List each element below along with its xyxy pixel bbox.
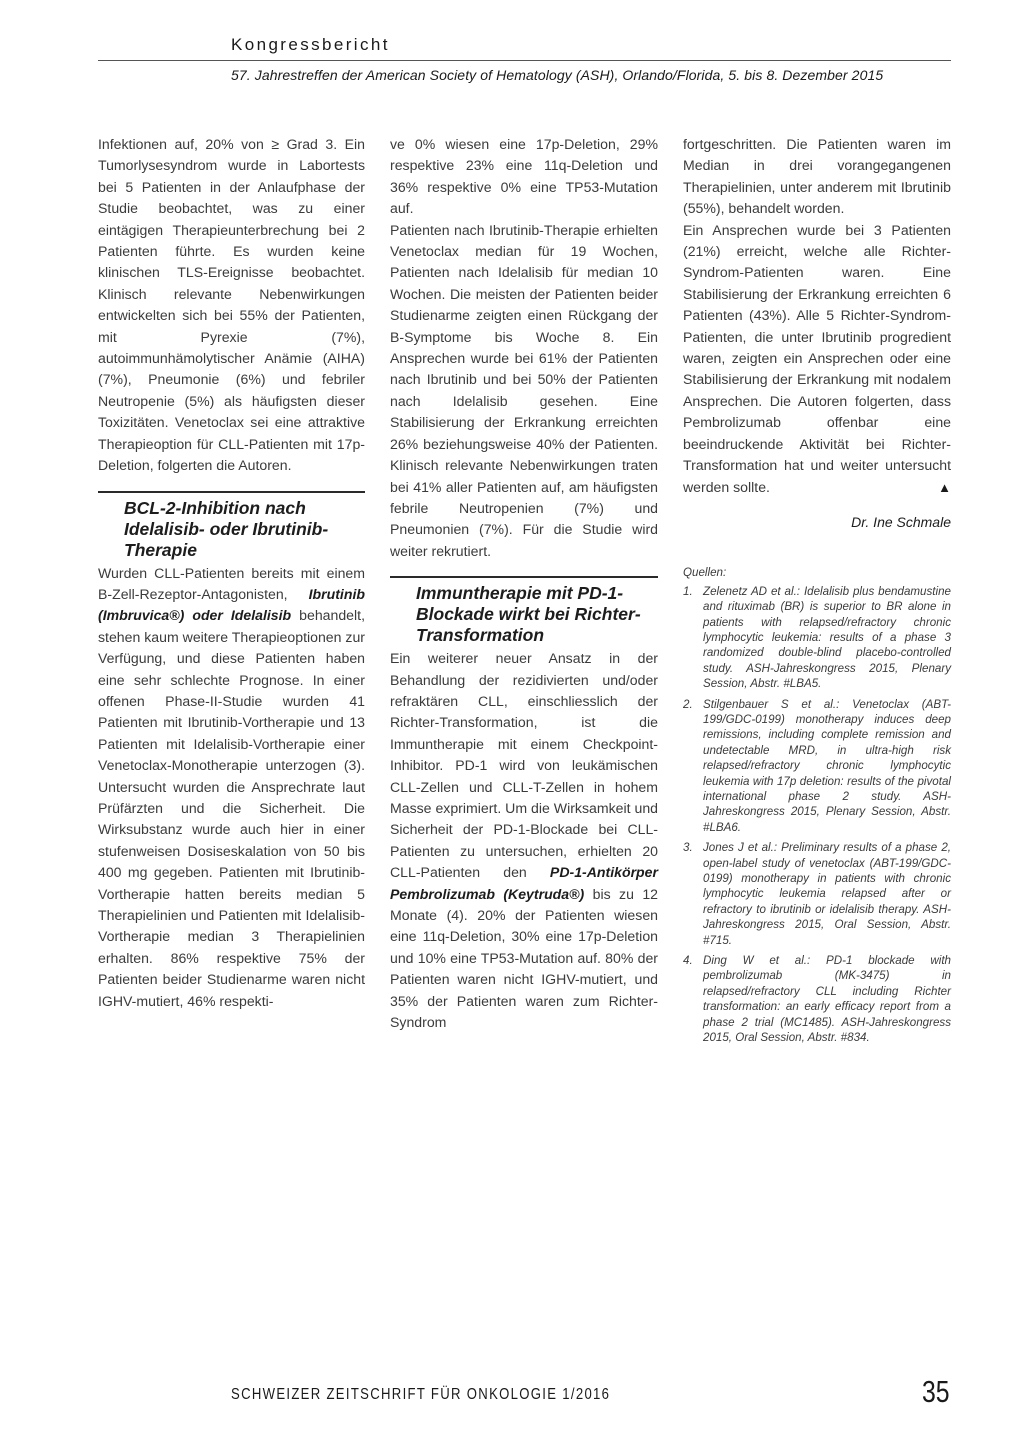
author-name: Dr. Ine Schmale	[851, 513, 951, 530]
reference-number: 1.	[683, 584, 693, 598]
reference-text: Zelenetz AD et al.: Idelalisib plus bendamustine and rituximab (BR) is superior to BR alone in patients with relapsed/refractory chronic lymphocytic leukemia: results of a phase 3 randomized double-blind placebo-controlled study. ASH-Jahreskongress 2015, Plenary Session, Abstr. #LBA5.	[703, 584, 951, 691]
text-run: bis zu 12 Monate (4). 20% der Patienten wiesen eine 11q-Deletion, 30% eine 17p-Deletion und 10% eine TP53-Mutation auf. 80% der Patienten waren nicht IGHV-mutiert, und 35% der Patienten waren zum Richter-Syndrom	[390, 885, 659, 1031]
paragraph: Patienten nach Ibrutinib-Therapie erhielten Venetoclax median für 19 Wochen, Patienten nach Idelalisib für median 10 Wochen. Die meisten der Patienten beider Studienarme zeigten einen Rückgang der B-Symptome bis Woche 8. Ein Ansprechen wurde bei 61% der Patienten nach Ibrutinib und bei 50% der Patienten nach Idelalisib gesehen. Eine Stabilisierung der Erkrankung erreichten 26% beziehungsweise 40% der Patienten. Klinisch relevante Nebenwirkungen traten bei 41% aller Patienten auf, am häufigsten febrile Neutropenien (7%) und Pneumonien (7%). Für die Studie wird weiter rekrutiert.	[390, 221, 658, 559]
reference-text: Stilgenbauer S et al.: Venetoclax (ABT-199/GDC-0199) monotherapy induces deep remissions, including complete remission and undetectable MRD, in ultra-high risk relapsed/refractory chronic lymphocytic leukemia with 17p deletion: results of the pivotal international phase 2 study. ASH-Jahreskongress 2015, Plenary Session, Abstr. #LBA6.	[703, 697, 951, 834]
reference-item	[683, 953, 951, 1045]
paragraph	[98, 563, 365, 1013]
header-divider	[98, 60, 951, 61]
reference-text: Ding W et al.: PD-1 blockade with pembrolizumab (MK-3475) in relapsed/refractory CLL including Richter transformation: an early efficacy report from a phase 2 trial (MC1485). ASH-Jahreskongress 2015, Oral Session, Abstr. #834.	[703, 954, 951, 1045]
text-run: Ein Ansprechen wurde bei 3 Patienten (21%) erreicht, welche alle Richter-Syndrom-Patienten waren. Eine Stabilisierung der Erkrankung erreichten 6 Patienten (43%). Alle 5 Richter-Syndrom-Patienten, die unter Ibrutinib progredient waren, zeigten ein Ansprechen oder eine Stabilisierung der Erkrankung mit nodalem Ansprechen. Die Autoren folgerten, dass Pembrolizumab offenbar eine beeindruckende Aktivität bei Richter-Transformation hat und weiter untersucht werden sollte.	[683, 221, 951, 495]
reference-item	[683, 584, 951, 692]
section-label: Kongressbericht	[231, 35, 390, 54]
drug-highlight: Ibrutinib (Imbruvica®) oder Idelalisib	[98, 585, 365, 624]
section-divider	[390, 576, 658, 578]
section-divider	[98, 491, 365, 493]
column-1	[98, 134, 365, 1012]
text-run: behandelt, stehen kaum weitere Therapieoptionen zur Verfügung, und diese Patienten haben eine sehr schlechte Prognose. In einer offenen Phase-II-Studie wurden 41 Patienten mit Ibrutinib-Vortherapie und 13 Patienten mit Idelalisib-Vortherapie einer Venetoclax-Monotherapie unterzogen (3). Untersucht wurden die Ansprechrate laut Prüfärzten und die Sicherheit. Die Wirksubstanz wurde auch hier in einer stufenweisen Dosiseskalation von 50 bis 400 mg gegeben. Patienten mit Ibrutinib-Vortherapie hatten bereits median 5 Therapielinien und Patienten mit Idelalisib-Vortherapie median 3 Therapielinien erhalten. 86% respektive 75% der Patienten beider Studienarme waren nicht IGHV-mutiert, 46% respekti-	[98, 607, 365, 1009]
paragraph: Infektionen auf, 20% von ≥ Grad 3. Ein Tumorlysesyndrom wurde in Labortests bei 5 Patienten in der Anlaufphase der Studie beobachtet, was zu einer eintägigen Therapieunterbrechung bei 2 Patienten führte. Es wurden keine klinischen TLS-Ereignisse beobachtet. Klinisch relevante Nebenwirkungen entwickelten sich bei 55% der Patienten, mit Pyrexie (7%), autoimmunhämolytischer Anämie (AIHA) (7%), Pneumonie (6%) und febriler Neutropenie (5%) als häufigsten dieser Toxizitäten. Venetoclax sei eine attraktive Therapieoption für CLL-Patienten mit 17p-Deletion, folgerten die Autoren.	[98, 136, 365, 474]
congress-subtitle: 57. Jahrestreffen der American Society of Hematology (ASH), Orlando/Florida, 5. bis 8. Dezember 2015	[231, 67, 884, 83]
column-2	[390, 134, 658, 1033]
reference-item	[683, 697, 951, 836]
paragraph: fortgeschritten. Die Patienten waren im Median in drei vorangegangenen Therapielinien, unter anderem mit Ibrutinib (55%), behandelt worden.	[683, 136, 951, 217]
text-run: Wurden CLL-Patienten bereits mit einem B-Zell-Rezeptor-Antagonisten,	[98, 564, 365, 602]
reference-item	[683, 840, 951, 948]
section-heading: BCL-2-Inhibition nach Idelalisib- oder Ibrutinib-Therapie	[124, 497, 329, 560]
journal-name: SCHWEIZER ZEITSCHRIFT FÜR ONKOLOGIE 1/2016	[231, 1386, 611, 1403]
reference-number: 3.	[683, 841, 693, 855]
paragraph	[390, 648, 658, 1033]
paragraph: ve 0% wiesen eine 17p-Deletion, 29% respektive 23% eine 11q-Deletion und 36% respektive 0% eine TP53-Mutation auf.	[390, 136, 658, 217]
reference-text: Jones J et al.: Preliminary results of a phase 2, open-label study of venetoclax (ABT-199/GDC-0199) monotherapy in patients with chronic lymphocytic leukemia relapsed after or refractory to ibrutinib or idelalisib therapy. ASH-Jahreskongress 2015, Oral Session, Abstr. #715.	[703, 841, 951, 947]
section-heading: Immuntherapie mit PD-1-Blockade wirkt bei Richter-Transformation	[416, 583, 641, 646]
text-run: Ein weiterer neuer Ansatz in der Behandlung der rezidivierten und/oder refraktären CLL, einschliesslich der Richter-Transformation, ist die Immuntherapie mit einem Checkpoint-Inhibitor. PD-1 wird von leukämischen CLL-Zellen und CLL-T-Zellen in hohem Masse exprimiert. Um die Wirksamkeit und Sicherheit der PD-1-Blockade bei CLL-Patienten zu untersuchen, erhielten 20 CLL-Patienten den	[390, 650, 658, 881]
column-3	[683, 134, 951, 1051]
reference-number: 2.	[683, 697, 693, 711]
page-number: 35	[922, 1374, 950, 1409]
end-of-article-triangle-icon: ▲	[938, 479, 951, 495]
references-title: Quellen:	[683, 566, 727, 580]
reference-number: 4.	[683, 954, 693, 968]
paragraph	[683, 220, 951, 498]
references	[683, 565, 951, 1045]
drug-highlight: PD-1-Antikörper Pembrolizumab (Keytruda®)	[390, 864, 658, 902]
